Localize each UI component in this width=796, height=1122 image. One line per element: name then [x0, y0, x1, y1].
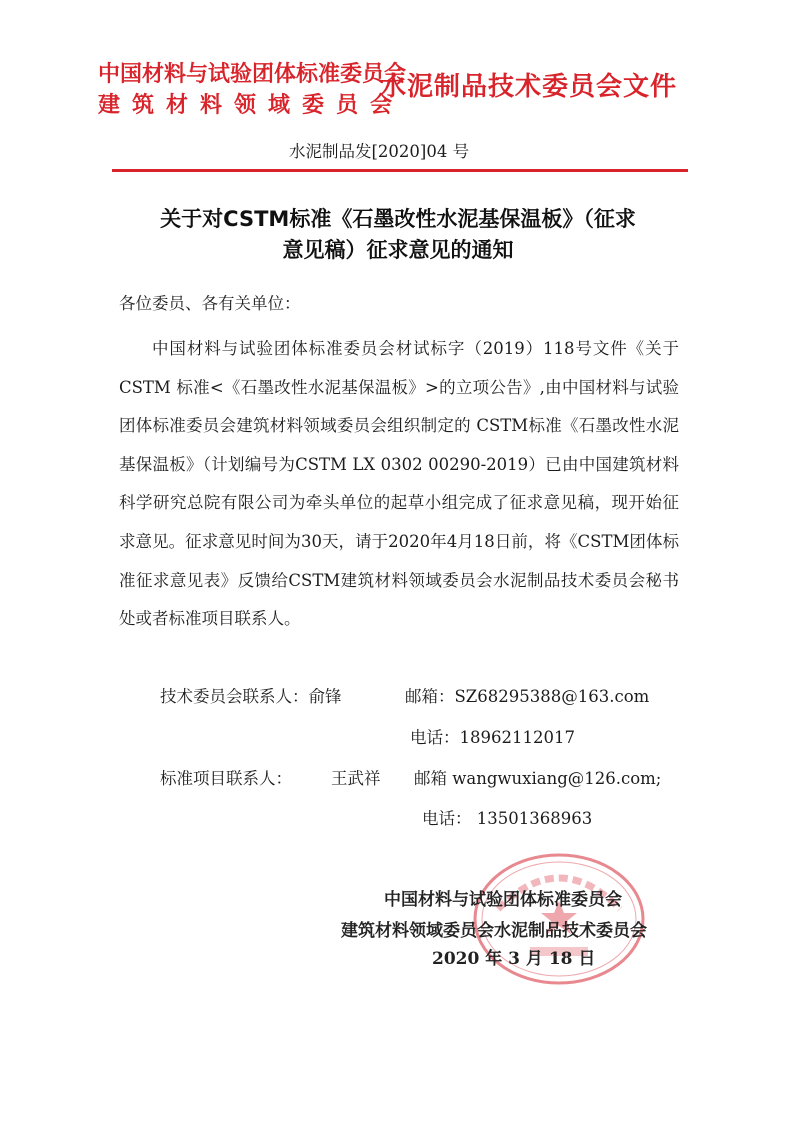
notice-title-line2: 意见稿）征求意见的通知 [282, 238, 514, 262]
project-contact-name: 王武祥 [331, 769, 381, 788]
project-contact-label: 标准项目联系人： [160, 769, 292, 788]
letterhead-divider [112, 169, 688, 172]
signature-org-line1: 中国材料与试验团体标准委员会 [384, 890, 622, 910]
tech-contact-phone: 电话：18962112017 [410, 728, 575, 747]
salutation: 各位委员、各有关单位： [119, 294, 301, 313]
project-contact-email: 邮箱 wangwuxiang@126.com; [414, 769, 662, 788]
body-paragraph: 中国材料与试验团体标准委员会材试标字（2019）118号文件《关于CSTM 标准<《石墨改性水泥基保温板》>的立项公告》,由中国材料与试验团体标准委员会建筑材料领域委员会组织制定的 CSTM标准《石墨改性水泥基保温板》（计划编号为CSTM LX 0302 00290-2019）已由中国建筑材料科学研究总院有限公司为牵头单位的起草小组完成了征求意见稿，现开始征求意见。征求意见时间为30天，请于2020年4月18日前，将《CSTM团体标准征求意见表》反馈给CSTM建筑材料领域委员会水泥制品技术委员会秘书处或者标准项目联系人。 [119, 339, 679, 629]
signature-org-line2: 建筑材料领域委员会水泥制品技术委员会 [341, 921, 647, 941]
document-number: 水泥制品发[2020]04 号 [289, 142, 470, 161]
letterhead-org-line2: 建筑材料领域委员会 [98, 92, 405, 118]
tech-contact-email: 邮箱：SZ68295388@163.com [405, 687, 650, 706]
letterhead-department: 水泥制品技术委员会文件 [380, 72, 678, 102]
signature-date: 2020 年 3 月 18 日 [432, 949, 596, 969]
letterhead-org-line1: 中国材料与试验团体标准委员会 [98, 61, 407, 87]
project-contact-phone: 电话： 13501368963 [422, 809, 593, 828]
notice-title-line1: 关于对CSTM标准《石墨改性水泥基保温板》（征求 [160, 207, 636, 231]
tech-contact-label: 技术委员会联系人：俞锋 [160, 687, 342, 706]
